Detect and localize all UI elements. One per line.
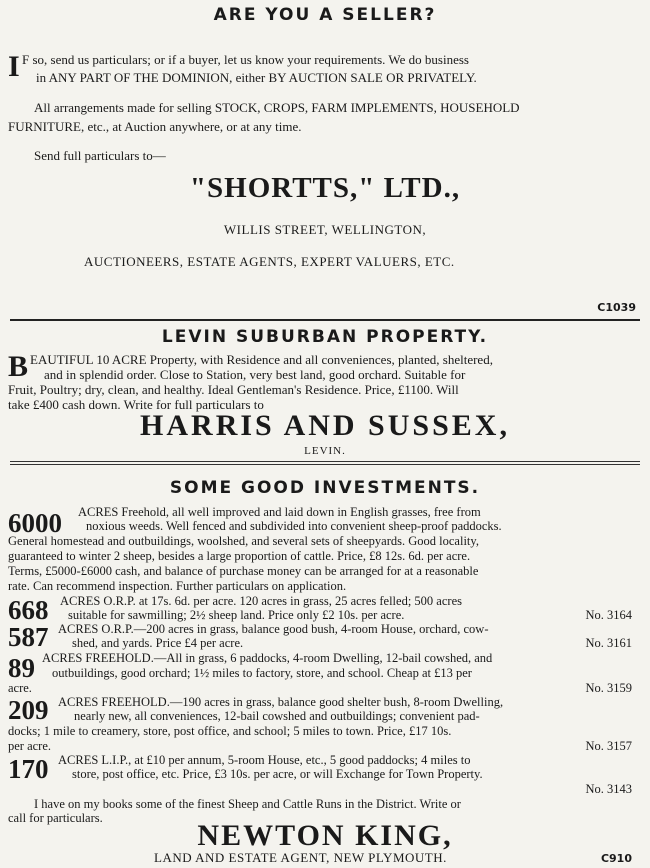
listing-text: Terms, £5000-£6000 cash, and balance of purchase money can be arranged for at a reasonable bbox=[8, 564, 479, 578]
listing-text: outbuildings, good orchard; 1½ miles to factory, store, and school. Cheap at £13 per bbox=[52, 666, 472, 680]
seller-firm-trades: AUCTIONEERS, ESTATE AGENTS, EXPERT VALUERS, ETC. bbox=[84, 254, 455, 269]
listing-text: nearly new, all conveniences, 12-bail cowshed and outbuildings; convenient pad- bbox=[74, 709, 480, 723]
investments-heading: SOME GOOD INVESTMENTS. bbox=[169, 478, 481, 498]
seller-heading: ARE YOU A SELLER? bbox=[213, 5, 437, 25]
listing-acres-number: 209 bbox=[8, 695, 49, 725]
listing-text: per acre. bbox=[8, 739, 52, 753]
divider-2a bbox=[10, 461, 640, 462]
listing-text: store, post office, etc. Price, £3 10s. per acre, or will Exchange for Town Property. bbox=[72, 767, 483, 781]
listing-acres-number: 89 bbox=[8, 653, 35, 683]
levin-line-4: take £400 cash down. Write for full particulars to bbox=[8, 397, 264, 412]
seller-dropcap: I bbox=[8, 50, 20, 83]
divider-1 bbox=[10, 319, 640, 321]
listing-ref-number: No. 3164 bbox=[585, 608, 632, 622]
listing-acres-number: 668 bbox=[8, 595, 49, 625]
seller-firm-name: "SHORTTS," LTD., bbox=[189, 172, 461, 204]
investments-closing-2: call for particulars. bbox=[8, 811, 103, 825]
levin-line-2: and in splendid order. Close to Station, very best land, good orchard. Suitable for bbox=[44, 367, 466, 382]
divider-2b bbox=[10, 464, 640, 465]
seller-line-2: in ANY PART OF THE DOMINION, either BY AUCTION SALE OR PRIVATELY. bbox=[36, 70, 477, 85]
listing-text: guaranteed to winter 2 sheep, besides a large proportion of cattle. Price, £8 12s. 6d. per acre. bbox=[8, 549, 471, 563]
seller-line-5: Send full particulars to— bbox=[34, 148, 166, 163]
investments-ad-code: C910 bbox=[600, 852, 632, 865]
listing-acres-number: 587 bbox=[8, 622, 49, 652]
seller-firm-address: WILLIS STREET, WELLINGTON, bbox=[223, 222, 427, 237]
seller-line-4: FURNITURE, etc., at Auction anywhere, or at any time. bbox=[8, 119, 302, 134]
seller-line-3: All arrangements made for selling STOCK, CROPS, FARM IMPLEMENTS, HOUSEHOLD bbox=[34, 100, 520, 115]
listing-text: ACRES L.I.P., at £10 per annum, 5-room House, etc., 5 good paddocks; 4 miles to bbox=[58, 753, 471, 767]
listing-text: acre. bbox=[8, 681, 32, 695]
listing-text: ACRES Freehold, all well improved and laid down in English grasses, free from bbox=[78, 505, 481, 519]
investments-firm-name: NEWTON KING, bbox=[197, 819, 453, 852]
seller-line-1: F so, send us particulars; or if a buyer, let us know your requirements. We do business bbox=[22, 52, 469, 67]
levin-heading: LEVIN SUBURBAN PROPERTY. bbox=[161, 327, 489, 347]
listing-text: ACRES O.R.P. at 17s. 6d. per acre. 120 acres in grass, 25 acres felled; 500 acres bbox=[60, 594, 462, 608]
levin-line-1: EAUTIFUL 10 ACRE Property, with Residence and all conveniences, planted, sheltered, bbox=[30, 352, 493, 367]
listing-ref-number: No. 3143 bbox=[585, 782, 632, 796]
listing-text: docks; 1 mile to creamery, store, post office, and school; 5 miles to town. Price, £17 10s. bbox=[8, 724, 452, 738]
listing-text: ACRES FREEHOLD.—All in grass, 6 paddocks, 4-room Dwelling, 12-bail cowshed, and bbox=[42, 651, 493, 665]
investments-closing-1: I have on my books some of the finest Sheep and Cattle Runs in the District. Write or bbox=[34, 797, 461, 811]
listing-acres-number: 6000 bbox=[8, 508, 62, 538]
investments-firm-address: LAND AND ESTATE AGENT, NEW PLYMOUTH. bbox=[154, 850, 447, 865]
listing-text: suitable for sawmilling; 2½ sheep land. Price only £2 10s. per acre. bbox=[68, 608, 405, 622]
listing-ref-number: No. 3161 bbox=[585, 636, 632, 650]
listing-ref-number: No. 3159 bbox=[585, 681, 632, 695]
listing-ref-number: No. 3157 bbox=[585, 739, 632, 753]
listing-text: noxious weeds. Well fenced and subdivided into convenient sheep-proof paddocks. bbox=[86, 519, 502, 533]
levin-dropcap: B bbox=[8, 350, 29, 383]
listing-text: ACRES O.R.P.—200 acres in grass, balance good bush, 4-room House, orchard, cow- bbox=[58, 622, 489, 636]
listing-text: rate. Can recommend inspection. Further particulars on application. bbox=[8, 579, 347, 593]
seller-ad-code: C1039 bbox=[597, 301, 636, 314]
listing-text: shed, and yards. Price £4 per acre. bbox=[72, 636, 244, 650]
levin-firm-name: HARRIS AND SUSSEX, bbox=[140, 409, 510, 442]
levin-line-3: Fruit, Poultry; dry, clean, and healthy. Ideal Gentleman's Residence. Price, £1100. Will bbox=[8, 382, 459, 397]
listing-acres-number: 170 bbox=[8, 754, 49, 784]
listing-text: General homestead and outbuildings, woolshed, and several sets of sheepyards. Good locality, bbox=[8, 534, 479, 548]
listing-text: ACRES FREEHOLD.—190 acres in grass, balance good shelter bush, 8-room Dwelling, bbox=[58, 695, 504, 709]
levin-firm-town: LEVIN. bbox=[304, 445, 346, 457]
